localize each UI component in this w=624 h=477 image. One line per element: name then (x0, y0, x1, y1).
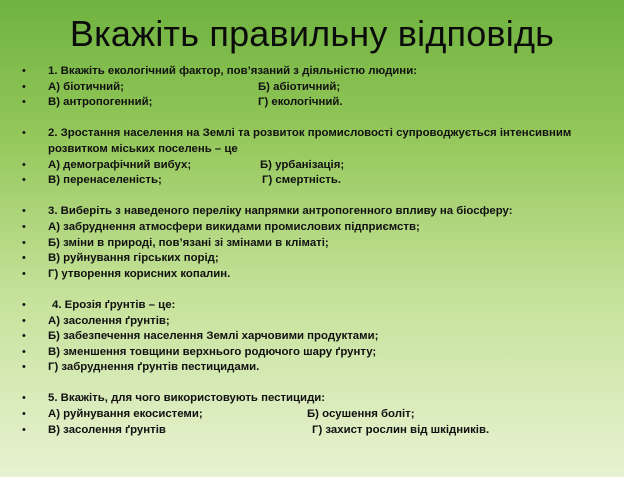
bullet-icon: • (22, 236, 26, 249)
question-2 (22, 126, 608, 157)
q3-option-d: Г) утворення корисних копалин. (48, 267, 231, 280)
q5-option-b: Б) осушення боліт; (307, 408, 415, 421)
q2-answers-row-2 (22, 173, 617, 189)
q5-option-d: Г) захист рослин від шкідників. (312, 423, 490, 436)
question-list (22, 64, 617, 438)
q5-answers-row-1 (22, 407, 617, 423)
bullet-icon: • (22, 127, 26, 140)
bullet-icon: • (22, 158, 26, 171)
q4-option-a: А) засолення ґрунтів; (48, 314, 170, 327)
q3-option-a-row (22, 220, 617, 236)
q1-option-b: Б) абіотичний; (258, 80, 341, 93)
question-3-text: 3. Виберіть з наведеного переліку напрямки антропогенного впливу на біосферу: (48, 205, 513, 218)
bullet-icon: • (22, 330, 26, 343)
q2-option-b: Б) урбанізація; (260, 158, 345, 171)
bullet-icon: • (22, 174, 26, 187)
q1-option-a: А) біотичний; (48, 80, 124, 93)
bullet-icon: • (22, 80, 26, 93)
bullet-icon: • (22, 345, 26, 358)
q3-option-b-row (22, 236, 617, 252)
q3-option-d-row (22, 267, 617, 283)
q3-option-c: В) руйнування гірських порід; (48, 252, 219, 265)
q3-option-c-row (22, 251, 617, 267)
slide-title: Вкажіть правильну відповідь (69, 13, 555, 54)
bullet-icon: • (22, 314, 26, 327)
q4-option-a-row (22, 314, 617, 330)
bullet-icon: • (22, 392, 26, 405)
q5-option-c: В) засолення ґрунтів (48, 423, 166, 436)
bullet-icon: • (22, 361, 26, 374)
q1-option-c: В) антропогенний; (48, 96, 153, 109)
bullet-icon: • (22, 205, 26, 218)
q4-option-c-row (22, 345, 617, 361)
q4-option-c: В) зменшення товщини верхнього родючого шару ґрунту; (48, 345, 377, 358)
question-5 (22, 391, 617, 407)
question-1-text: 1. Вкажіть екологічний фактор, пов’язаний з діяльністю людини: (48, 65, 417, 77)
bullet-icon: • (22, 267, 26, 280)
q1-answers-row-1 (22, 80, 617, 96)
question-2-text: 2. Зростання населення на Землі та розвиток промисловості супроводжується інтенсивним розвитком міських поселень – це (48, 127, 572, 155)
q4-option-d: Г) забруднення ґрунтів пестицидами. (48, 361, 260, 374)
bullet-icon: • (22, 96, 26, 109)
q2-option-a: А) демографічний вибух; (48, 158, 192, 171)
bullet-icon: • (22, 408, 26, 421)
q2-answers-row-1 (22, 158, 617, 174)
q4-option-b-row (22, 329, 617, 345)
question-1 (22, 64, 617, 80)
bullet-icon: • (22, 65, 26, 77)
q4-option-d-row (22, 360, 617, 376)
q1-answers-row-2 (22, 95, 617, 111)
q1-option-d: Г) екологічний. (258, 96, 343, 109)
question-3 (22, 204, 617, 220)
bullet-icon: • (22, 423, 26, 436)
q3-option-a: А) забруднення атмосфери викидами промислових підприємств; (48, 220, 420, 233)
bullet-icon: • (22, 220, 26, 233)
question-5-text: 5. Вкажіть, для чого використовують пестициди: (48, 392, 326, 405)
q2-option-c: В) перенаселеність; (48, 174, 162, 187)
q2-option-d: Г) смертність. (262, 174, 342, 187)
q3-option-b: Б) зміни в природі, пов’язані зі змінами в кліматі; (48, 236, 329, 249)
bullet-icon: • (22, 298, 26, 311)
question-4-text: 4. Ерозія ґрунтів – це: (52, 298, 176, 311)
bullet-icon: • (22, 252, 26, 265)
q4-option-b: Б) забезпечення населення Землі харчовими продуктами; (48, 330, 379, 343)
q5-option-a: А) руйнування екосистеми; (48, 408, 203, 421)
q5-answers-row-2 (22, 423, 617, 439)
question-4 (22, 298, 617, 314)
